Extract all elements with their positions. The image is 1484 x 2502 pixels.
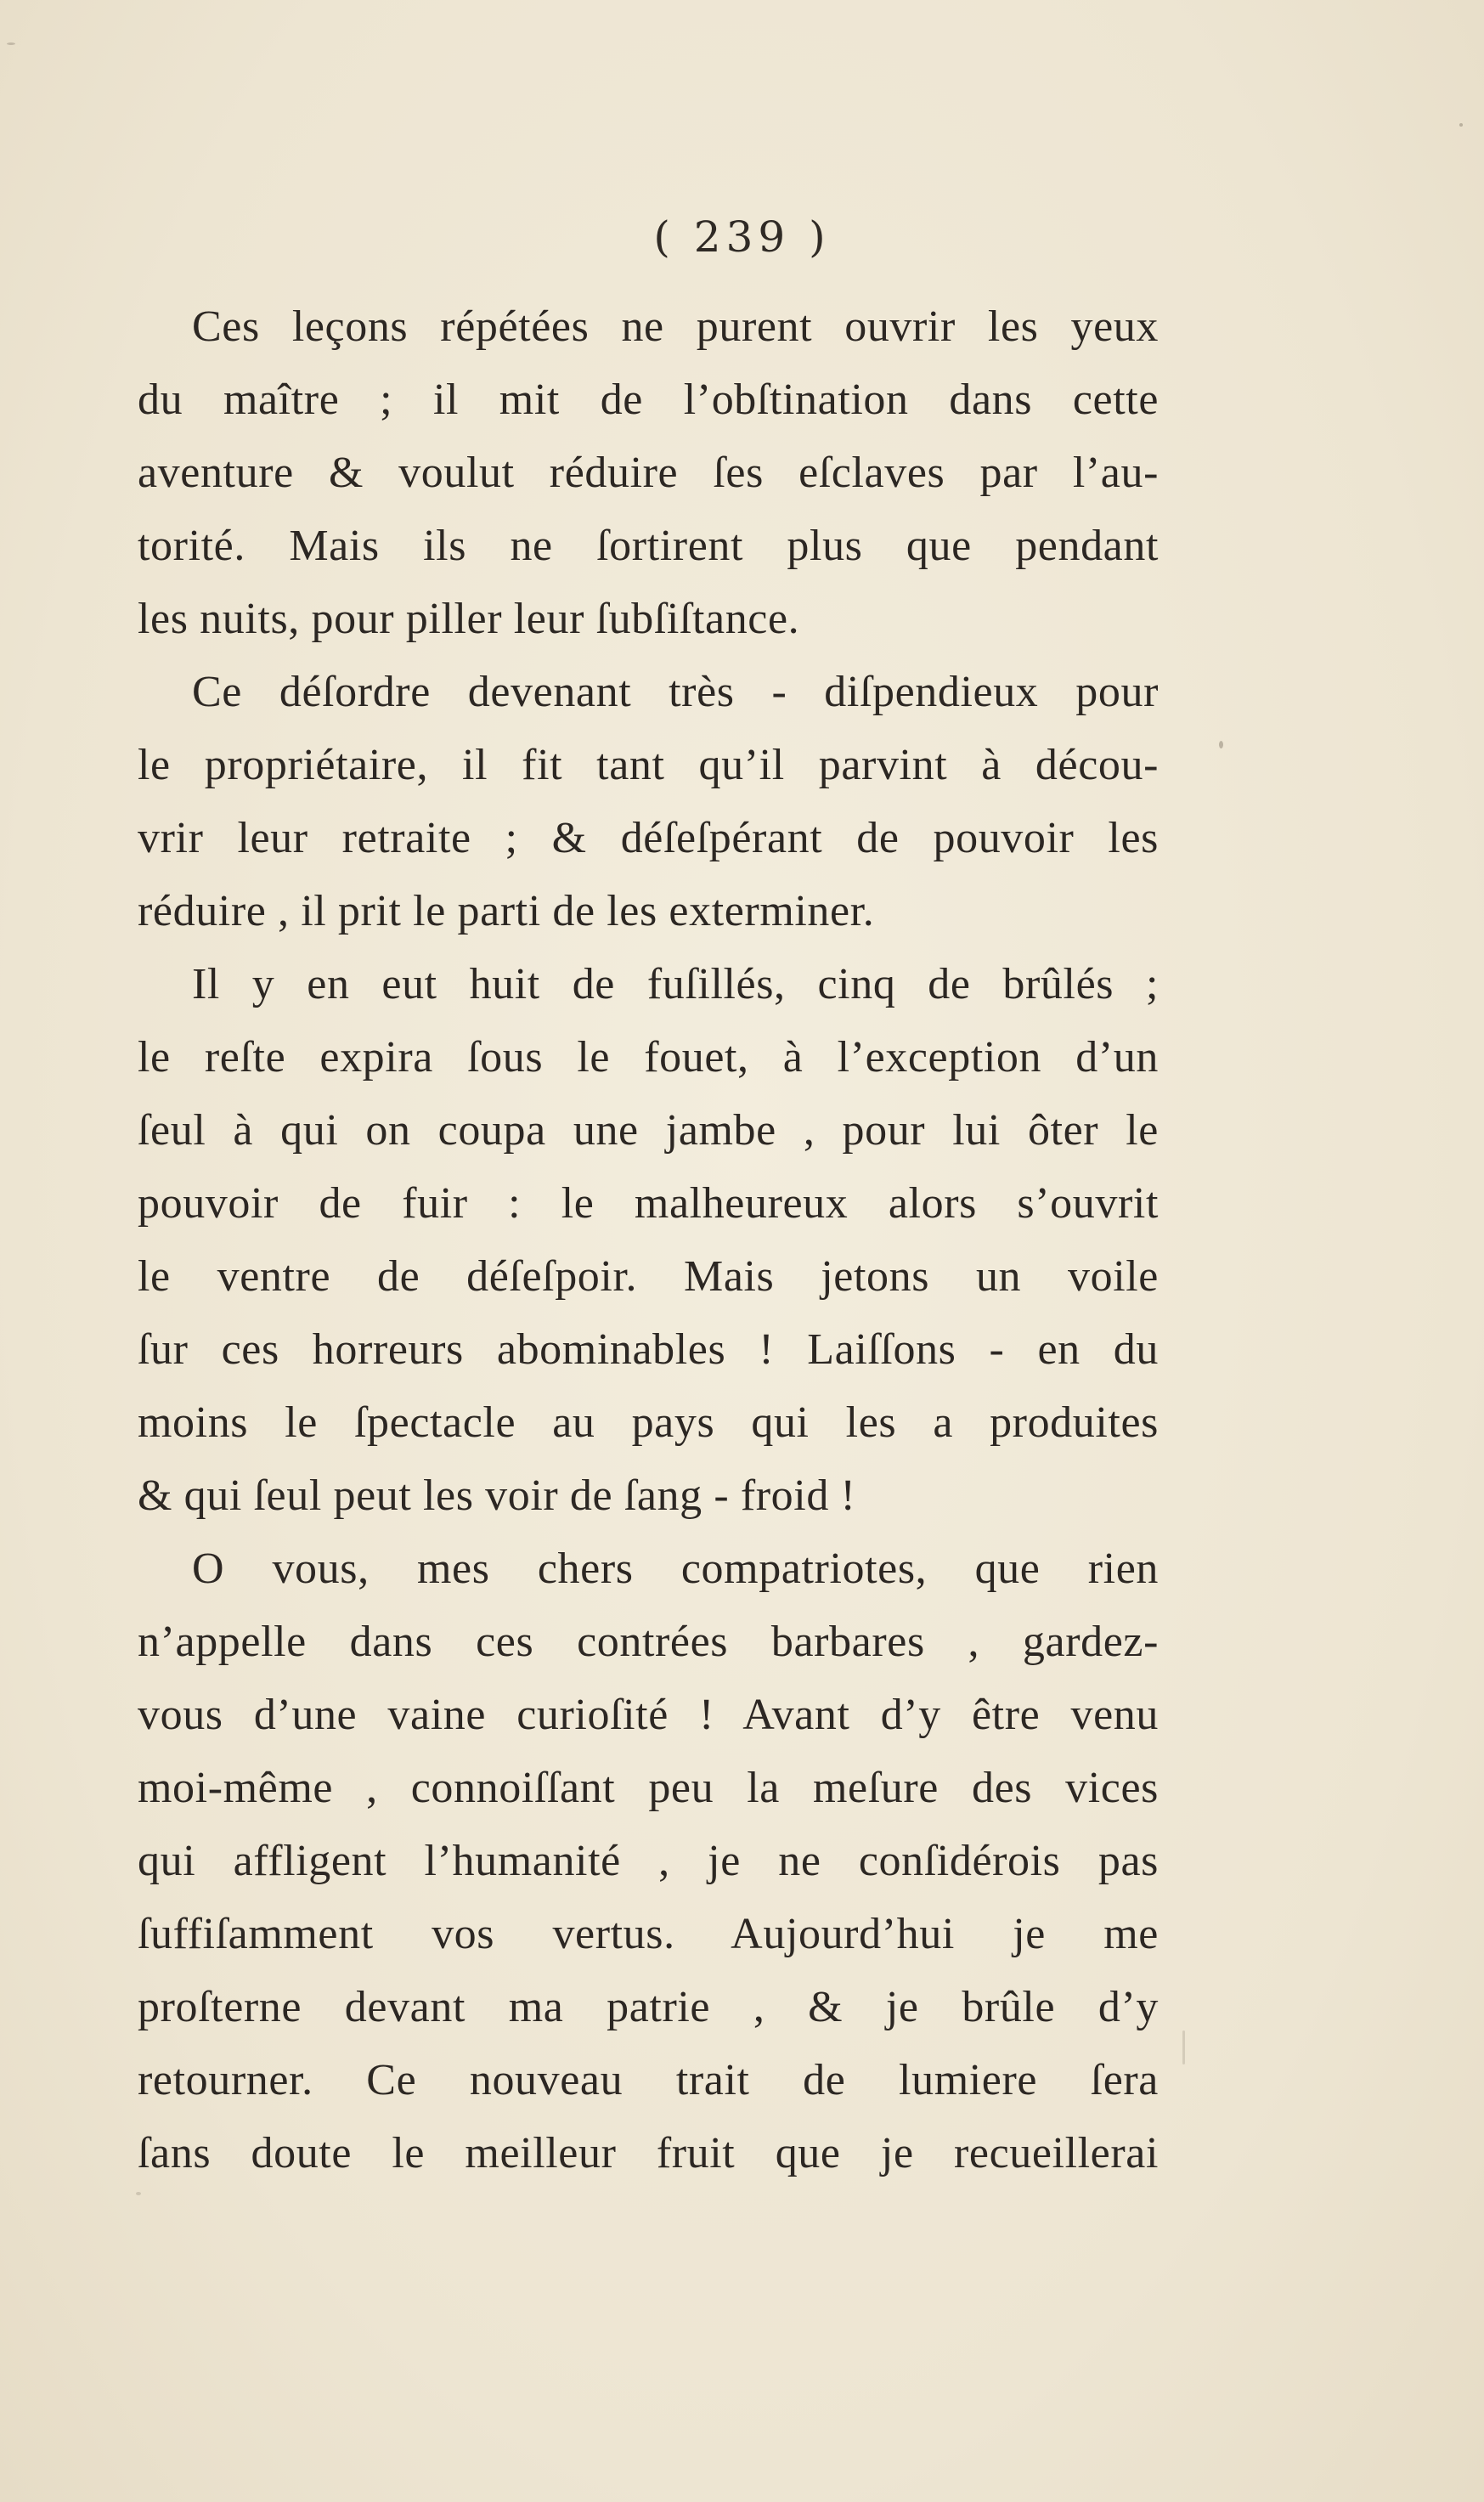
paper-speck [136, 2192, 141, 2195]
paper-speck [7, 42, 15, 45]
text-line: Ce déſordre devenant très - diſpendieux pour [192, 668, 1159, 716]
text-line: vrir leur retraite ; & déſeſpérant de pouvoir les [138, 814, 1159, 862]
text-line: pouvoir de fuir : le malheureux alors s’ouvrit [138, 1179, 1159, 1228]
text-line: le ventre de déſeſpoir. Mais jetons un voile [138, 1252, 1159, 1301]
text-line: réduire , il prit le parti de les exterminer. [138, 887, 875, 935]
text-line: ſeul à qui on coupa une jambe , pour lui ôter le [138, 1106, 1159, 1155]
text-line: vous d’une vaine curioſité ! Avant d’y être venu [138, 1691, 1159, 1739]
text-line: moi-même , connoiſſant peu la meſure des vices [138, 1764, 1159, 1812]
text-line: le propriétaire, il fit tant qu’il parvint à décou- [138, 741, 1159, 789]
paper-speck [1459, 123, 1463, 127]
paper-speck [1182, 2030, 1185, 2064]
text-line: du maître ; il mit de l’obſtination dans cette [138, 376, 1159, 424]
text-line: n’appelle dans ces contrées barbares , gardez- [138, 1618, 1159, 1666]
text-line: Ces leçons répétées ne purent ouvrir les yeux [192, 302, 1159, 351]
text-line: le reſte expira ſous le fouet, à l’exception d’un [138, 1033, 1159, 1082]
text-line: aventure & voulut réduire ſes eſclaves par l’au- [138, 449, 1159, 497]
text-line: torité. Mais ils ne ſortirent plus que pendant [138, 522, 1159, 570]
text-line: proſterne devant ma patrie , & je brûle d’y [138, 1983, 1159, 2031]
text-line: qui affligent l’humanité , je ne conſidérois pas [138, 1837, 1159, 1885]
body-text [138, 291, 1159, 2190]
text-line: retourner. Ce nouveau trait de lumiere ſera [138, 2056, 1159, 2104]
text-line: O vous, mes chers compatriotes, que rien [192, 1545, 1159, 1593]
text-line: Il y en eut huit de fuſillés, cinq de brûlés ; [192, 960, 1159, 1008]
text-line: ſans doute le meilleur fruit que je recueillerai [138, 2129, 1159, 2177]
text-line: ſur ces horreurs abominables ! Laiſſons - en du [138, 1325, 1159, 1374]
paper-speck [1219, 741, 1223, 748]
text-line: ſuffiſamment vos vertus. Aujourd’hui je me [138, 1910, 1159, 1958]
page-number: ( 239 ) [653, 212, 831, 262]
text-line: & qui ſeul peut les voir de ſang - froid ! [138, 1471, 856, 1520]
text-line: moins le ſpectacle au pays qui les a produites [138, 1398, 1159, 1447]
text-line: les nuits, pour piller leur ſubſiſtance. [138, 595, 800, 643]
